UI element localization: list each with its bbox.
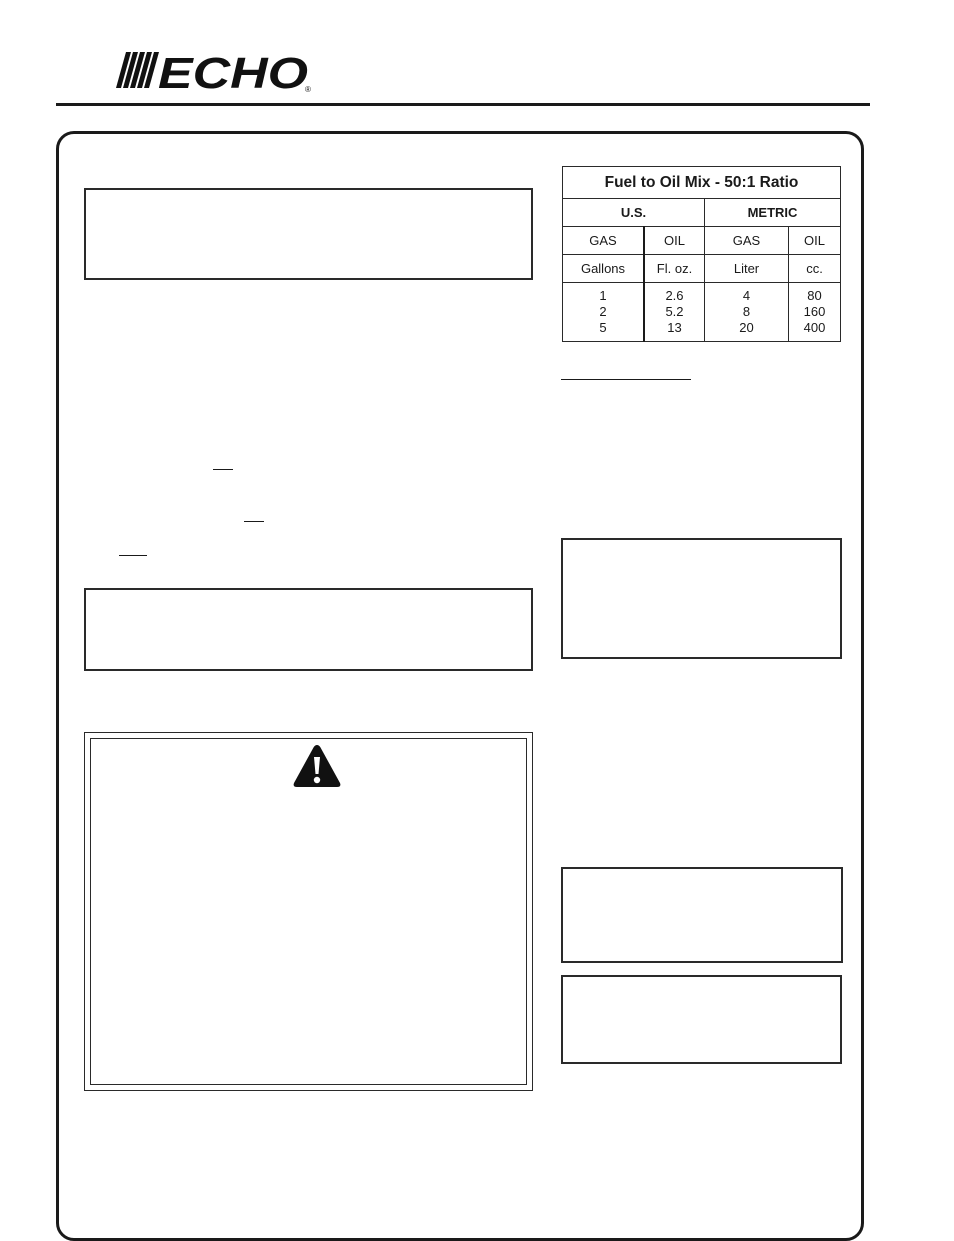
table-cell: 13 [667,320,682,335]
header-rule [56,103,870,106]
underline-mark-2 [244,521,264,522]
section-underline [561,379,691,380]
data-column-metric-oil [789,283,841,342]
table-cell: 1 [599,288,607,303]
unit-label: Liter [705,255,789,283]
unit-label: Gallons [563,255,645,283]
table-cell: 8 [742,304,751,319]
table-cell: 2 [599,304,607,319]
table-cell: 2.6 [665,288,684,303]
table-title: Fuel to Oil Mix - 50:1 Ratio [563,167,841,199]
table-cell: 400 [803,320,826,335]
warning-triangle-icon [292,743,342,789]
unit-label: cc. [789,255,841,283]
column-header: GAS [563,227,645,255]
warning-box-inner [90,738,527,1085]
note-box-top [84,188,533,280]
data-column-us-oil [644,283,705,342]
table-cell: 80 [807,288,822,303]
column-header: OIL [644,227,705,255]
note-box-right-1 [561,538,842,659]
table-cell: 4 [742,288,751,303]
table-cell: 5 [599,320,607,335]
registered-mark: ® [305,85,311,94]
data-column-us-gas [563,283,645,342]
column-header: OIL [789,227,841,255]
unit-label: Fl. oz. [644,255,705,283]
note-box-middle [84,588,533,671]
underline-mark-3 [119,555,147,556]
brand-text: ECHO [158,49,308,94]
group-header-us: U.S. [563,199,705,227]
table-cell: 5.2 [665,304,684,319]
column-header: GAS [705,227,789,255]
table-cell: 20 [739,320,754,335]
note-box-right-3 [561,975,842,1064]
table-cell: 160 [803,304,826,319]
note-box-right-2 [561,867,843,963]
underline-mark-1 [213,469,233,470]
group-header-metric: METRIC [705,199,841,227]
fuel-mix-table [562,166,841,342]
echo-logo [112,46,318,94]
data-column-metric-gas [705,283,789,342]
